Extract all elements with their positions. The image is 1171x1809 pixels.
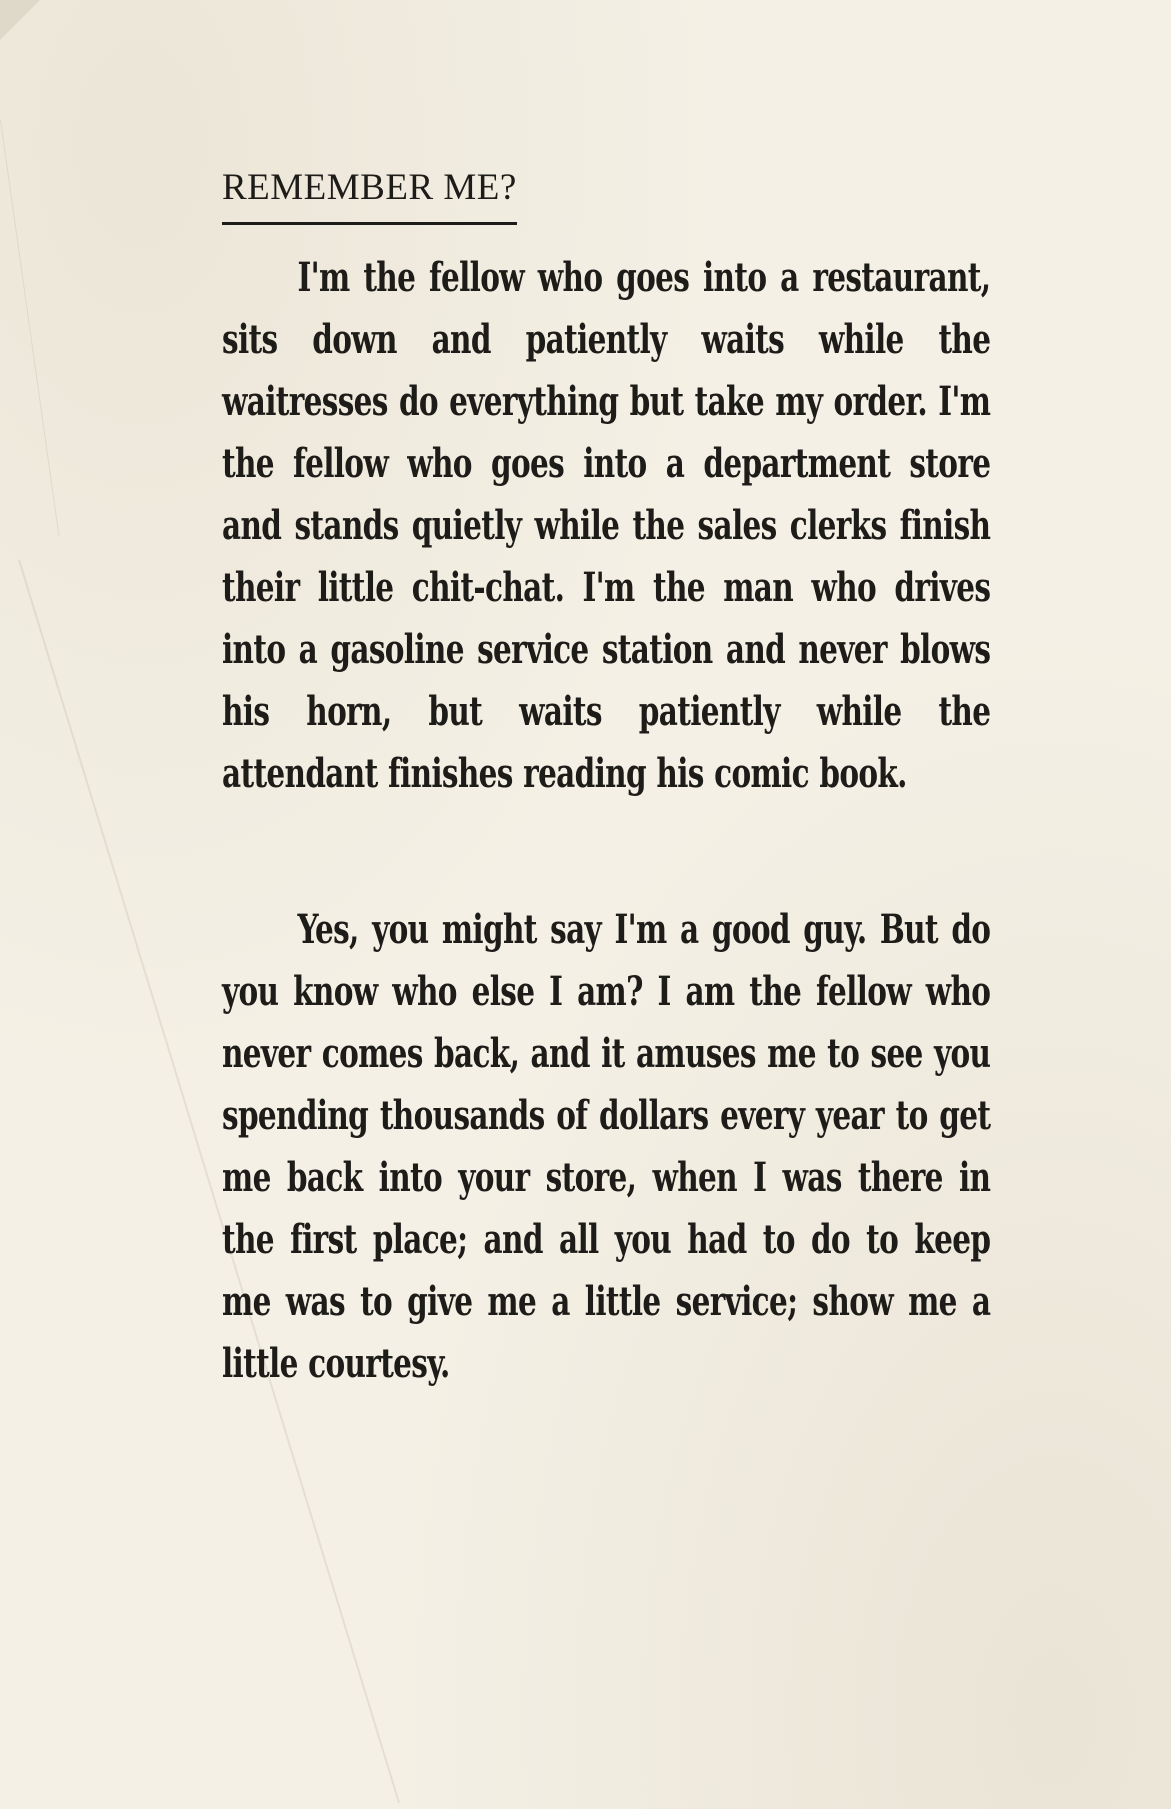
document-body xyxy=(222,160,990,1395)
paragraph-2: Yes, you might say I'm a good guy. But do you know who else I am? I am the fellow who never comes back, and it amuses me to see you spending thousands of dollars every year to get me back into your store, when I was there in the first place; and all you had to do to keep me was to give me a little service; show me a little courtesy. xyxy=(222,906,991,1387)
paragraph-wrapper xyxy=(222,247,990,987)
folded-corner xyxy=(0,0,40,40)
paragraph-1: I'm the fellow who goes into a restaurant, sits down and patiently waits while the waitresses do everything but take my order. I'm the fellow who goes into a department store and stands quietly while the sales clerks finish their little chit-chat. I'm the man who drives into a gasoline service station and never blows his horn, but waits patiently while the attendant finishes reading his comic book. xyxy=(222,254,991,797)
document-title: REMEMBER ME? xyxy=(222,160,517,225)
paper-crease xyxy=(0,120,59,536)
